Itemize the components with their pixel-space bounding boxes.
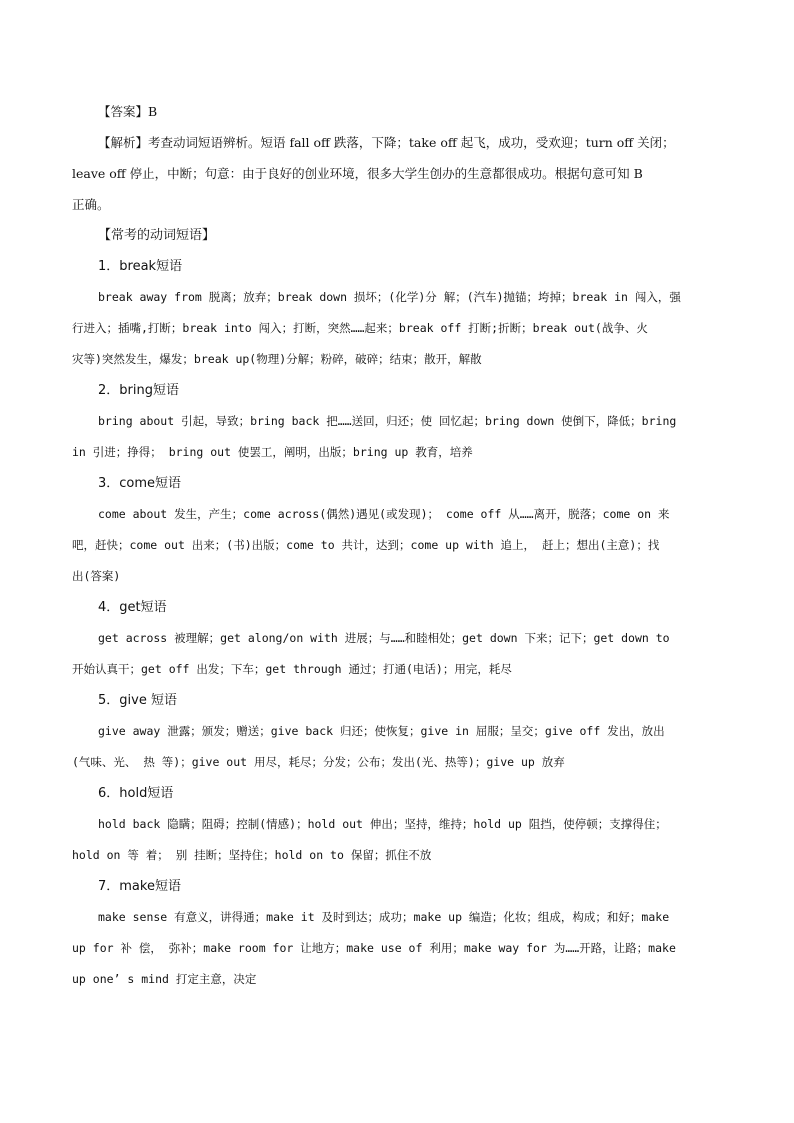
analysis-line-1: 【解析】考查动词短语辨析。短语 fall off 跌落，下降；take off 起飞，成功，受欢迎；turn off 关闭； <box>98 135 675 150</box>
group-title-break: 1．break短语 <box>98 259 183 274</box>
group-line: hold on 等 着； 别 挂断；坚持住；hold on to 保留；抓住不放 <box>72 848 432 862</box>
group-line: up one’ s mind 打定主意，决定 <box>72 972 257 986</box>
group-line: 出(答案) <box>72 569 121 583</box>
group-line: hold back 隐瞒；阻碍；控制(情感)；hold out 伸出；坚持，维持；hold up 阻挡，使停顿；支撑得住； <box>98 817 667 831</box>
group-line: give away 泄露；颁发；赠送；give back 归还；使恢复；give in 屈服；呈交；give off 发出，放出 <box>98 724 665 738</box>
analysis-line-3: 正确。 <box>72 197 110 212</box>
group-line: 灾等)突然发生，爆发；break up(物理)分解；粉碎，破碎；结束；散开，解散 <box>72 352 482 366</box>
group-line: make sense 有意义，讲得通；make it 及时到达；成功；make up 编造；化妆；组成，构成；和好；make <box>98 910 670 924</box>
group-title-give: 5．give 短语 <box>98 693 177 708</box>
group-line: up for 补 偿， 弥补；make room for 让地方；make use of 利用；make way for 为……开路，让路；make <box>72 941 676 955</box>
group-line: 行进入；插嘴,打断；break into 闯入；打断，突然……起来；break off 打断;折断；break out(战争、火 <box>72 321 648 335</box>
answer-line: 【答案】B <box>98 104 158 119</box>
group-line: (气味、光、 热 等)；give out 用尽，耗尽；分发；公布；发出(光、热等)；give up 放弃 <box>72 755 565 769</box>
group-title-bring: 2．bring短语 <box>98 383 179 398</box>
group-line: in 引进；挣得； bring out 使罢工，阐明，出版；bring up 教育，培养 <box>72 445 473 459</box>
document-content <box>72 96 722 995</box>
group-line: bring about 引起，导致；bring back 把……送回，归还；使 回忆起；bring down 使倒下，降低；bring <box>98 414 677 428</box>
group-line: break away from 脱离；放弃；break down 损坏；(化学)分 解；(汽车)抛锚；垮掉；break in 闯入，强 <box>98 290 681 304</box>
group-line: 吧，赶快；come out 出来；(书)出版；come to 共计，达到；come up with 追上， 赶上；想出(主意)；找 <box>72 538 660 552</box>
section-title: 【常考的动词短语】 <box>98 228 216 243</box>
group-title-come: 3．come短语 <box>98 476 182 491</box>
group-title-make: 7．make短语 <box>98 879 181 894</box>
group-title-hold: 6．hold短语 <box>98 786 174 801</box>
group-line: 开始认真干；get off 出发；下车；get through 通过；打通(电话)；用完，耗尽 <box>72 662 512 676</box>
group-line: get across 被理解；get along/on with 进展；与……和睦相处；get down 下来；记下；get down to <box>98 631 670 645</box>
group-line: come about 发生，产生；come across(偶然)遇见(或发现)； come off 从……离开，脱落；come on 来 <box>98 507 670 521</box>
group-title-get: 4．get短语 <box>98 600 167 615</box>
analysis-line-2: leave off 停止，中断；句意：由于良好的创业环境，很多大学生创办的生意都很成功。根据句意可知 B <box>72 166 643 181</box>
